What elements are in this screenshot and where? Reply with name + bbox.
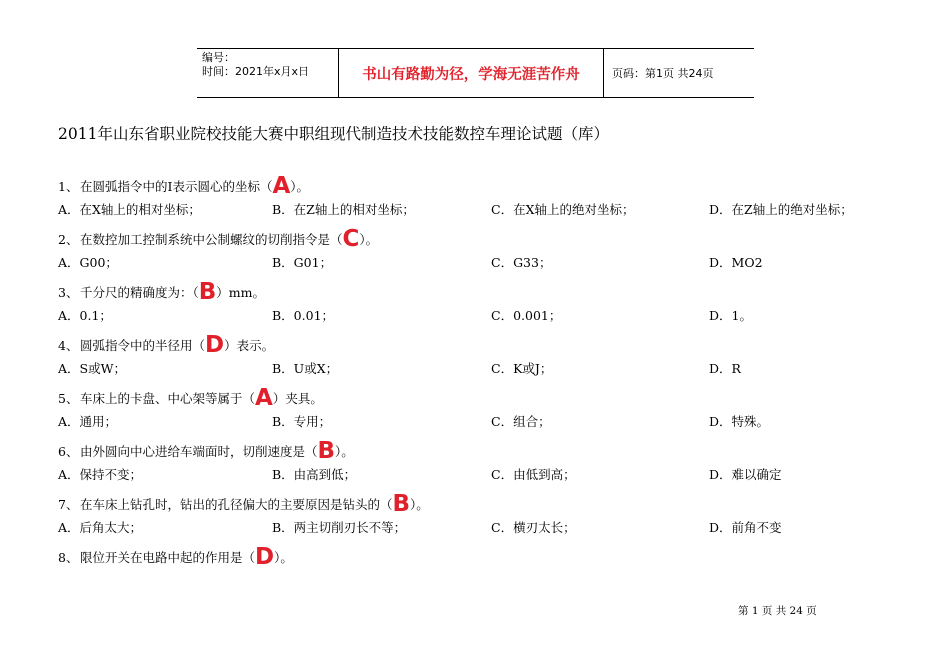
option-d: D．在Z轴上的绝对坐标； <box>709 202 853 217</box>
answer-mark: B <box>317 438 336 464</box>
code-label: 编号： <box>202 51 235 64</box>
question-number: 2、 <box>58 232 79 247</box>
option-b: B．G01； <box>272 255 333 270</box>
answer-mark: B <box>198 279 217 305</box>
question-text-end: ）mm。 <box>216 285 266 300</box>
option-b: B．由高到低； <box>272 467 357 482</box>
question-7 <box>58 491 429 517</box>
answer-mark: D <box>205 332 225 358</box>
header-motto: 书山有路勤为径，学海无涯苦作舟 <box>338 49 604 97</box>
question-number: 8、 <box>58 550 79 565</box>
document-title: 2011年山东省职业院校技能大赛中职组现代制造技术技能数控车理论试题（库） <box>58 125 609 143</box>
options-row <box>58 253 908 273</box>
options-row <box>58 518 908 538</box>
question-number: 6、 <box>58 444 79 459</box>
option-d: D．1。 <box>709 308 752 323</box>
page-footer: 第 1 页 共 24 页 <box>738 605 817 617</box>
option-b: B．U或X； <box>272 361 339 376</box>
question-number: 3、 <box>58 285 79 300</box>
question-text-end: ）夹具。 <box>272 391 323 406</box>
options-row <box>58 306 908 326</box>
options-row <box>58 200 908 220</box>
option-a: A．后角太大； <box>58 520 143 535</box>
option-d: D．MO2 <box>709 255 763 270</box>
question-text-end: ）。 <box>335 444 354 459</box>
options-row <box>58 412 908 432</box>
option-c: C．0.001； <box>491 308 562 323</box>
option-b: B．专用； <box>272 414 332 429</box>
question-text: 在数控加工控制系统中公制螺纹的切削指令是（ <box>80 232 343 247</box>
question-6 <box>58 438 354 464</box>
option-a: A．0.1； <box>58 308 112 323</box>
option-a: A．在X轴上的相对坐标； <box>58 202 201 217</box>
question-number: 4、 <box>58 338 79 353</box>
page-header <box>197 48 754 98</box>
answer-mark: A <box>255 385 273 411</box>
options-row <box>58 359 908 379</box>
option-c: C．G33； <box>491 255 552 270</box>
question-text: 限位开关在电路中起的作用是（ <box>80 550 256 565</box>
option-c: C．K或J； <box>491 361 553 376</box>
option-a: A．S或W； <box>58 361 126 376</box>
header-meta <box>197 49 338 97</box>
question-text-end: ）。 <box>410 497 429 512</box>
question-text: 车床上的卡盘、中心架等属于（ <box>80 391 256 406</box>
question-text-end: ）。 <box>290 179 310 194</box>
question-8 <box>58 544 293 570</box>
option-d: D．难以确定 <box>709 467 782 482</box>
option-b: B．在Z轴上的相对坐标； <box>272 202 415 217</box>
question-text: 千分尺的精确度为：（ <box>80 285 199 300</box>
option-b: B．两主切削刃长不等； <box>272 520 407 535</box>
header-page-label: 页码：第1页 共24页 <box>612 67 714 80</box>
option-c: C．横刃太长； <box>491 520 576 535</box>
option-c: C．组合； <box>491 414 551 429</box>
option-d: D．特殊。 <box>709 414 770 429</box>
question-number: 5、 <box>58 391 79 406</box>
question-text: 在车床上钻孔时，钻出的孔径偏大的主要原因是钻头的（ <box>80 497 393 512</box>
answer-mark: B <box>392 491 411 517</box>
question-1 <box>58 173 309 199</box>
option-d: D．前角不变 <box>709 520 782 535</box>
question-text-end: ）表示。 <box>224 338 275 353</box>
option-a: A．G00； <box>58 255 118 270</box>
time-label: 时间：2021年x月x日 <box>202 65 310 78</box>
answer-mark: A <box>272 173 291 199</box>
question-4 <box>58 332 274 358</box>
question-3 <box>58 279 265 305</box>
option-c: C．由低到高； <box>491 467 576 482</box>
options-row <box>58 465 908 485</box>
question-text-end: ）。 <box>274 550 293 565</box>
question-text: 圆弧指令中的半径用（ <box>80 338 206 353</box>
question-text: 在圆弧指令中的I表示圆心的坐标（ <box>80 179 273 194</box>
option-a: A．通用； <box>58 414 118 429</box>
answer-mark: C <box>342 226 360 252</box>
option-b: B．0.01； <box>272 308 335 323</box>
question-text-end: ）。 <box>359 232 379 247</box>
question-5 <box>58 385 323 411</box>
option-a: A．保持不变； <box>58 467 143 482</box>
question-number: 7、 <box>58 497 79 512</box>
option-d: D．R <box>709 361 741 376</box>
answer-mark: D <box>255 544 275 570</box>
question-text: 由外圆向中心进给车端面时，切削速度是（ <box>80 444 318 459</box>
option-c: C．在X轴上的绝对坐标； <box>491 202 635 217</box>
question-2 <box>58 226 378 252</box>
question-number: 1、 <box>58 179 79 194</box>
